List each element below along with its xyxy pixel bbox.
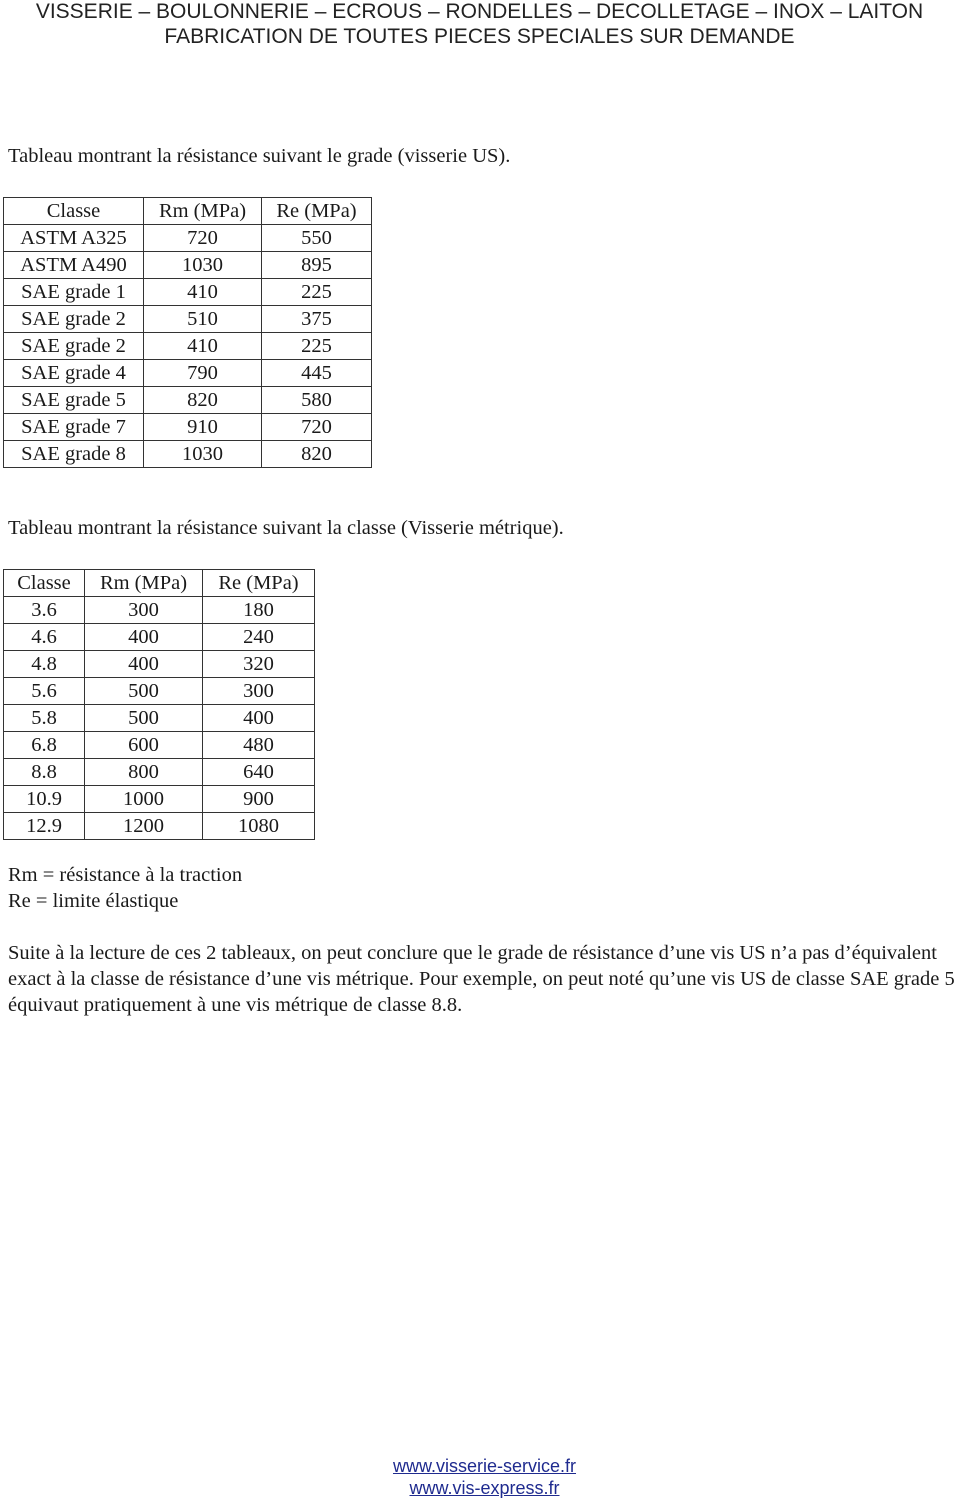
table-cell: 720 [144,225,262,252]
table-cell: 910 [144,414,262,441]
table-row [4,678,315,705]
table-row [4,225,372,252]
table-cell: 550 [262,225,372,252]
table-cell: 4.6 [4,624,85,651]
table-cell: 12.9 [4,813,85,840]
table-cell: 445 [262,360,372,387]
conclusion-paragraph: Suite à la lecture de ces 2 tableaux, on peut conclure que le grade de résistance d’une vis US n’a pas d’équivalent exact à la classe de résistance d’une vis métrique. Pour exemple, on peut noté qu’une vis US de classe SAE grade 5 équivaut pratiquement à une vis métrique de classe 8.8. [8,942,955,1016]
table-row [4,414,372,441]
table-cell: ASTM A325 [4,225,144,252]
table-cell: 300 [203,678,315,705]
table-header-cell: Classe [4,198,144,225]
us-table-caption: Tableau montrant la résistance suivant le grade (visserie US). [8,145,511,167]
table-row [4,441,372,468]
table-cell: 410 [144,333,262,360]
table-cell: 820 [262,441,372,468]
table-cell: 510 [144,306,262,333]
table-row [4,813,315,840]
table-row [4,306,372,333]
table-cell: 800 [85,759,203,786]
table-row [4,597,315,624]
table-cell: 1030 [144,441,262,468]
table-row [4,732,315,759]
table-cell: 790 [144,360,262,387]
table-cell: 10.9 [4,786,85,813]
table-cell: 500 [85,678,203,705]
table-cell: 820 [144,387,262,414]
table-cell: 400 [85,651,203,678]
table-cell: 240 [203,624,315,651]
metric-class-table [3,569,315,840]
metric-table-caption: Tableau montrant la résistance suivant la classe (Visserie métrique). [8,517,564,539]
table-cell: 3.6 [4,597,85,624]
table-cell: SAE grade 1 [4,279,144,306]
table-row [4,705,315,732]
footer-link-visserie-service[interactable]: www.visserie-service.fr [392,1456,577,1476]
table-cell: 500 [85,705,203,732]
table-row [4,279,372,306]
table-cell: SAE grade 2 [4,306,144,333]
table-cell: 1000 [85,786,203,813]
table-row [4,759,315,786]
table-header-cell: Classe [4,570,85,597]
table-cell: 320 [203,651,315,678]
footer-link-vis-express[interactable]: www.vis-express.fr [409,1478,560,1498]
footer [0,1455,959,1499]
table-cell: 410 [144,279,262,306]
legend-re: Re = limite élastique [8,890,179,912]
table-cell: 400 [203,705,315,732]
table-cell: 400 [85,624,203,651]
us-grade-table [3,197,372,468]
table-row [4,651,315,678]
table-cell: 6.8 [4,732,85,759]
table-row [4,624,315,651]
table-cell: 5.8 [4,705,85,732]
table-row [4,252,372,279]
table-header-row [4,198,372,225]
table-cell: SAE grade 4 [4,360,144,387]
metric-table-body [4,570,315,840]
table-cell: 640 [203,759,315,786]
table-row [4,360,372,387]
table-cell: 5.6 [4,678,85,705]
table-cell: 720 [262,414,372,441]
table-row [4,333,372,360]
table-cell: SAE grade 5 [4,387,144,414]
table-cell: 180 [203,597,315,624]
us-table-body [4,198,372,468]
table-header-cell: Rm (MPa) [144,198,262,225]
table-cell: 225 [262,333,372,360]
table-cell: 480 [203,732,315,759]
table-cell: ASTM A490 [4,252,144,279]
header-line-1: VISSERIE – BOULONNERIE – ECROUS – RONDELLES – DECOLLETAGE – INOX – LAITON [35,0,924,23]
table-cell: 900 [203,786,315,813]
table-cell: 600 [85,732,203,759]
table-header-row [4,570,315,597]
table-cell: SAE grade 8 [4,441,144,468]
table-cell: 4.8 [4,651,85,678]
header-line-2: FABRICATION DE TOUTES PIECES SPECIALES SUR DEMANDE [164,25,795,48]
table-cell: SAE grade 7 [4,414,144,441]
table-cell: 1080 [203,813,315,840]
table-cell: 1200 [85,813,203,840]
table-cell: SAE grade 2 [4,333,144,360]
table-cell: 375 [262,306,372,333]
table-cell: 895 [262,252,372,279]
legend-rm: Rm = résistance à la traction [8,864,243,886]
table-cell: 225 [262,279,372,306]
table-header-cell: Re (MPa) [262,198,372,225]
table-cell: 580 [262,387,372,414]
table-row [4,786,315,813]
table-header-cell: Rm (MPa) [85,570,203,597]
legend [8,862,242,914]
table-header-cell: Re (MPa) [203,570,315,597]
table-cell: 1030 [144,252,262,279]
table-cell: 300 [85,597,203,624]
table-cell: 8.8 [4,759,85,786]
table-row [4,387,372,414]
